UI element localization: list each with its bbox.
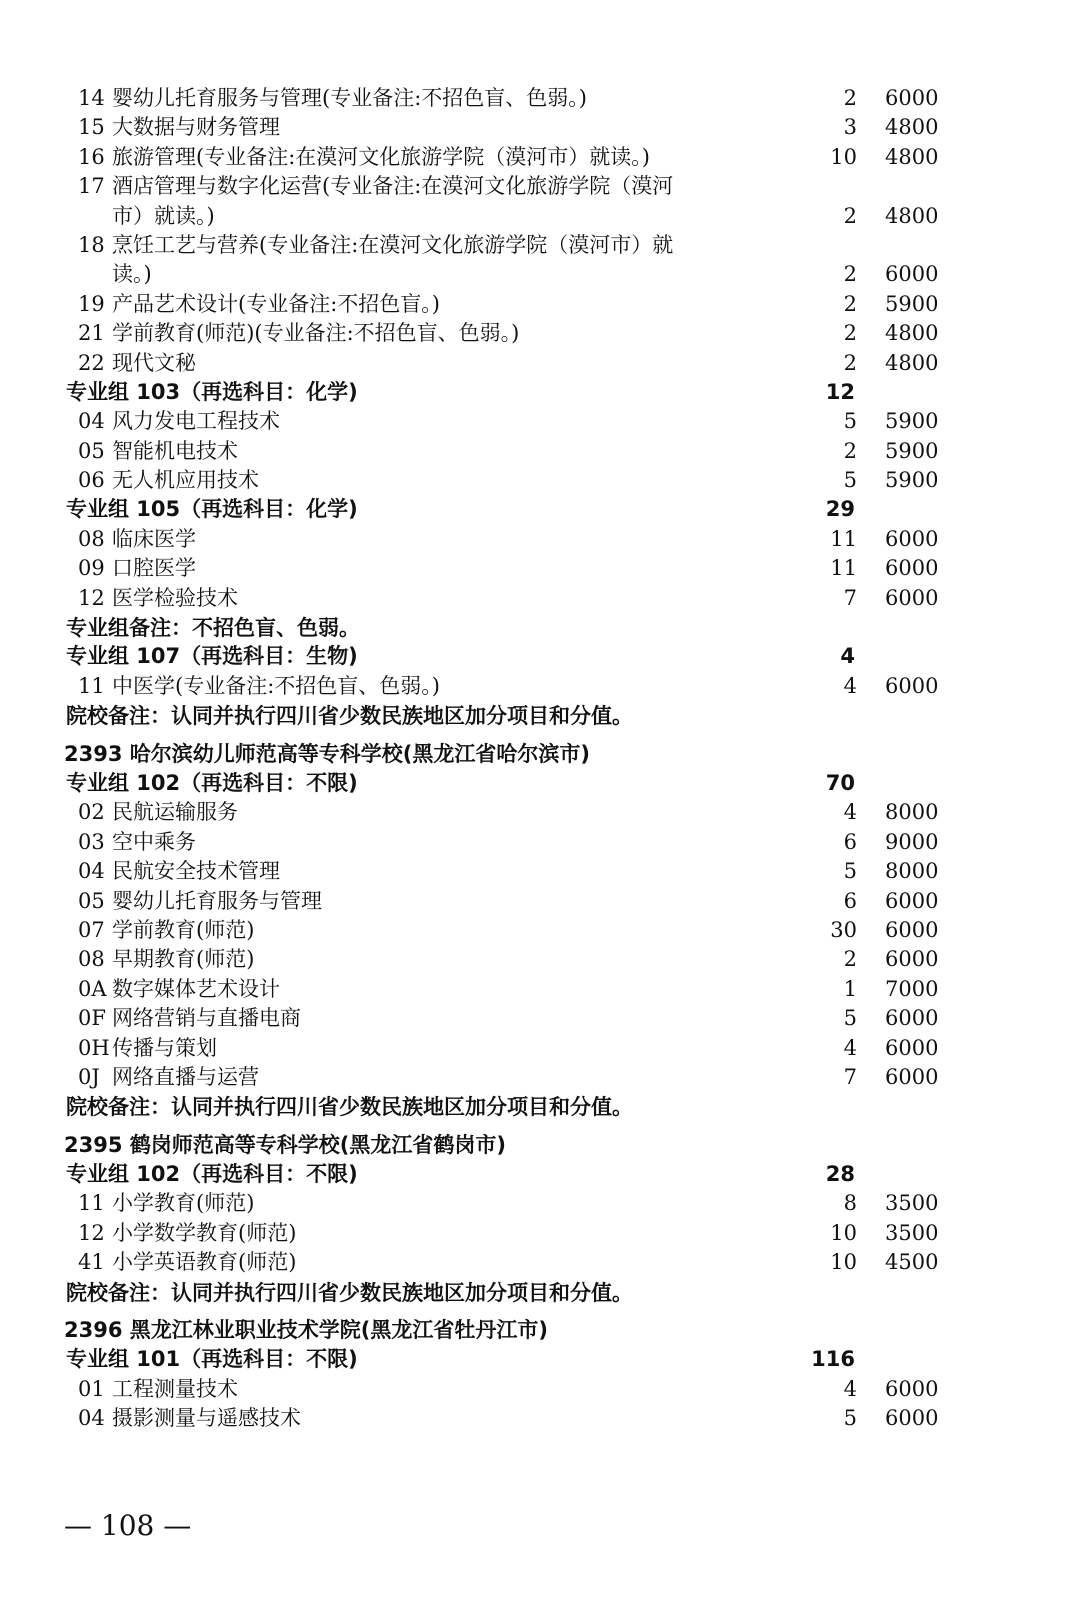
note-row	[0, 1092, 1080, 1121]
note-text: 院校备注：认同并执行四川省少数民族地区加分项目和分值。	[66, 1094, 633, 1120]
group-seats: 12	[825, 379, 855, 404]
major-code: 05	[78, 438, 105, 463]
major-name: 小学英语教育(师范)	[112, 1250, 297, 1275]
major-name: 中医学(专业备注:不招色盲、色弱。)	[112, 673, 440, 698]
major-fee: 6000	[885, 526, 939, 551]
major-seats: 5	[843, 468, 857, 493]
major-row	[0, 798, 1080, 827]
major-seats: 2	[843, 262, 857, 287]
major-code: 21	[78, 321, 105, 346]
major-code: 07	[78, 917, 105, 942]
major-fee: 4500	[885, 1250, 939, 1275]
group-seats: 29	[825, 497, 855, 522]
admission-plan-table	[0, 84, 1080, 1434]
major-row	[0, 113, 1080, 142]
note-text: 院校备注：认同并执行四川省少数民族地区加分项目和分值。	[66, 703, 633, 729]
major-row	[0, 1375, 1080, 1404]
major-name: 婴幼儿托育服务与管理(专业备注:不招色盲、色弱。)	[112, 86, 587, 110]
major-fee: 6000	[885, 86, 939, 110]
school-title: 2393 哈尔滨幼儿师范高等专科学校(黑龙江省哈尔滨市)	[64, 741, 590, 766]
school-header	[0, 740, 1080, 769]
major-row	[0, 407, 1080, 436]
major-fee: 4800	[885, 203, 939, 228]
major-fee: 6000	[885, 585, 939, 610]
major-fee: 6000	[885, 1006, 939, 1031]
major-name: 智能机电技术	[112, 438, 238, 463]
major-name: 学前教育(师范)(专业备注:不招色盲、色弱。)	[112, 321, 520, 346]
major-name: 工程测量技术	[112, 1376, 238, 1401]
major-code: 14	[78, 86, 105, 110]
major-seats: 10	[830, 1250, 857, 1275]
major-seats: 10	[830, 1220, 857, 1245]
major-seats: 2	[843, 291, 857, 316]
group-seats: 28	[825, 1162, 855, 1187]
major-code: 03	[78, 829, 105, 854]
major-name: 烹饪工艺与营养(专业备注:在漠河文化旅游学院（漠河市）就	[112, 232, 674, 257]
major-seats: 3	[843, 115, 857, 140]
major-row	[0, 525, 1080, 554]
major-row	[0, 672, 1080, 701]
major-name: 临床医学	[112, 526, 196, 551]
major-name: 市）就读。)	[112, 203, 215, 228]
major-name: 酒店管理与数字化运营(专业备注:在漠河文化旅游学院（漠河	[112, 174, 674, 199]
group-seats: 116	[811, 1347, 855, 1372]
major-name: 小学教育(师范)	[112, 1191, 255, 1216]
major-fee: 6000	[885, 888, 939, 913]
major-code: 01	[78, 1376, 105, 1401]
major-row	[0, 143, 1080, 172]
group-seats: 70	[825, 770, 855, 795]
note-row	[0, 613, 1080, 642]
major-fee: 5900	[885, 291, 939, 316]
group-label: 专业组 102（再选科目：不限)	[66, 770, 358, 795]
major-row	[0, 1063, 1080, 1092]
major-code: 16	[78, 144, 105, 169]
major-code: 06	[78, 468, 105, 493]
major-row	[0, 945, 1080, 974]
major-fee: 5900	[885, 409, 939, 434]
major-name: 口腔医学	[112, 556, 196, 581]
major-fee: 6000	[885, 917, 939, 942]
group-label: 专业组 107（再选科目：生物)	[66, 644, 358, 669]
major-name: 大数据与财务管理	[112, 115, 280, 140]
major-row	[0, 1034, 1080, 1063]
major-name: 早期教育(师范)	[112, 947, 255, 972]
major-code: 09	[78, 556, 105, 581]
major-code: 11	[78, 673, 105, 698]
major-code: 04	[78, 409, 105, 434]
major-code: 17	[78, 174, 105, 199]
major-name: 风力发电工程技术	[112, 409, 280, 434]
major-name: 无人机应用技术	[112, 468, 259, 493]
note-text: 专业组备注：不招色盲、色弱。	[66, 615, 360, 641]
major-fee: 4800	[885, 144, 939, 169]
group-row	[0, 642, 1080, 671]
major-seats: 6	[843, 829, 857, 854]
major-seats: 4	[843, 673, 857, 698]
major-code: 41	[78, 1250, 105, 1275]
major-row	[0, 857, 1080, 886]
major-name: 网络营销与直播电商	[112, 1006, 301, 1031]
major-code: 0A	[78, 976, 107, 1001]
major-fee: 6000	[885, 1035, 939, 1060]
major-seats: 7	[843, 1064, 857, 1089]
major-name: 网络直播与运营	[112, 1064, 259, 1089]
major-row	[0, 887, 1080, 916]
major-name: 民航运输服务	[112, 800, 238, 825]
school-title: 2396 黑龙江林业职业技术学院(黑龙江省牡丹江市)	[64, 1318, 548, 1343]
major-fee: 6000	[885, 556, 939, 581]
major-name: 医学检验技术	[112, 585, 238, 610]
group-label: 专业组 105（再选科目：化学)	[66, 497, 358, 522]
major-fee: 6000	[885, 1064, 939, 1089]
major-seats: 2	[843, 438, 857, 463]
major-seats: 5	[843, 1006, 857, 1031]
major-code: 04	[78, 859, 105, 884]
major-fee: 6000	[885, 947, 939, 972]
major-row	[0, 172, 1080, 201]
major-seats: 4	[843, 1376, 857, 1401]
school-title: 2395 鹤岗师范高等专科学校(黑龙江省鹤岗市)	[64, 1132, 506, 1157]
major-name: 传播与策划	[112, 1035, 217, 1060]
major-row	[0, 975, 1080, 1004]
major-code: 19	[78, 291, 105, 316]
group-row	[0, 769, 1080, 798]
major-name: 民航安全技术管理	[112, 859, 280, 884]
major-fee: 4800	[885, 350, 939, 375]
major-seats: 11	[830, 526, 857, 551]
group-row	[0, 495, 1080, 524]
major-fee: 4800	[885, 321, 939, 346]
note-text: 院校备注：认同并执行四川省少数民族地区加分项目和分值。	[66, 1279, 633, 1305]
major-code: 0J	[78, 1064, 100, 1089]
major-seats: 2	[843, 350, 857, 375]
major-fee: 6000	[885, 1376, 939, 1401]
major-row	[0, 260, 1080, 289]
major-name: 数字媒体艺术设计	[112, 976, 280, 1001]
major-row	[0, 349, 1080, 378]
major-seats: 6	[843, 888, 857, 913]
major-name: 婴幼儿托育服务与管理	[112, 888, 322, 913]
major-row	[0, 1189, 1080, 1218]
major-seats: 2	[843, 321, 857, 346]
major-row	[0, 916, 1080, 945]
major-fee: 9000	[885, 829, 939, 854]
major-row	[0, 1248, 1080, 1277]
major-fee: 3500	[885, 1220, 939, 1245]
major-seats: 7	[843, 585, 857, 610]
major-row	[0, 466, 1080, 495]
major-name: 学前教育(师范)	[112, 917, 255, 942]
major-fee: 4800	[885, 115, 939, 140]
major-seats: 5	[843, 859, 857, 884]
major-fee: 6000	[885, 1406, 939, 1431]
group-row	[0, 1160, 1080, 1189]
major-code: 08	[78, 526, 105, 551]
major-name: 读。)	[112, 262, 152, 287]
major-fee: 8000	[885, 800, 939, 825]
major-row	[0, 290, 1080, 319]
major-seats: 4	[843, 800, 857, 825]
major-row	[0, 828, 1080, 857]
major-code: 12	[78, 1220, 105, 1245]
major-fee: 5900	[885, 468, 939, 493]
major-code: 0H	[78, 1035, 110, 1060]
major-code: 12	[78, 585, 105, 610]
major-code: 08	[78, 947, 105, 972]
major-seats: 5	[843, 1406, 857, 1431]
major-seats: 10	[830, 144, 857, 169]
major-row	[0, 1219, 1080, 1248]
group-label: 专业组 101（再选科目：不限)	[66, 1347, 358, 1372]
school-header	[0, 1316, 1080, 1345]
major-code: 22	[78, 350, 105, 375]
major-seats: 5	[843, 409, 857, 434]
major-name: 现代文秘	[112, 350, 196, 375]
major-row	[0, 554, 1080, 583]
major-seats: 11	[830, 556, 857, 581]
major-seats: 8	[843, 1191, 857, 1216]
group-label: 专业组 103（再选科目：化学)	[66, 379, 358, 404]
school-header	[0, 1131, 1080, 1160]
major-row	[0, 84, 1080, 113]
note-row	[0, 701, 1080, 730]
major-row	[0, 202, 1080, 231]
major-fee: 3500	[885, 1191, 939, 1216]
major-name: 产品艺术设计(专业备注:不招色盲。)	[112, 291, 440, 316]
group-row	[0, 378, 1080, 407]
group-row	[0, 1345, 1080, 1374]
major-code: 04	[78, 1406, 105, 1431]
major-row	[0, 437, 1080, 466]
major-name: 摄影测量与遥感技术	[112, 1406, 301, 1431]
major-seats: 4	[843, 1035, 857, 1060]
major-name: 空中乘务	[112, 829, 196, 854]
major-fee: 6000	[885, 673, 939, 698]
major-seats: 2	[843, 203, 857, 228]
major-code: 02	[78, 800, 105, 825]
major-code: 0F	[78, 1006, 106, 1031]
major-row	[0, 1004, 1080, 1033]
major-seats: 1	[843, 976, 857, 1001]
major-row	[0, 319, 1080, 348]
major-code: 05	[78, 888, 105, 913]
major-fee: 6000	[885, 262, 939, 287]
group-label: 专业组 102（再选科目：不限)	[66, 1162, 358, 1187]
major-code: 18	[78, 232, 105, 257]
major-seats: 2	[843, 86, 857, 110]
major-row	[0, 584, 1080, 613]
major-row	[0, 1404, 1080, 1433]
group-seats: 4	[840, 644, 855, 669]
major-code: 11	[78, 1191, 105, 1216]
major-fee: 7000	[885, 976, 939, 1001]
major-row	[0, 231, 1080, 260]
major-seats: 2	[843, 947, 857, 972]
major-fee: 5900	[885, 438, 939, 463]
major-name: 旅游管理(专业备注:在漠河文化旅游学院（漠河市）就读。)	[112, 144, 650, 169]
major-code: 15	[78, 115, 105, 140]
note-row	[0, 1278, 1080, 1307]
major-fee: 8000	[885, 859, 939, 884]
page-number: — 108 —	[64, 1509, 192, 1542]
major-name: 小学数学教育(师范)	[112, 1220, 297, 1245]
major-seats: 30	[830, 917, 857, 942]
